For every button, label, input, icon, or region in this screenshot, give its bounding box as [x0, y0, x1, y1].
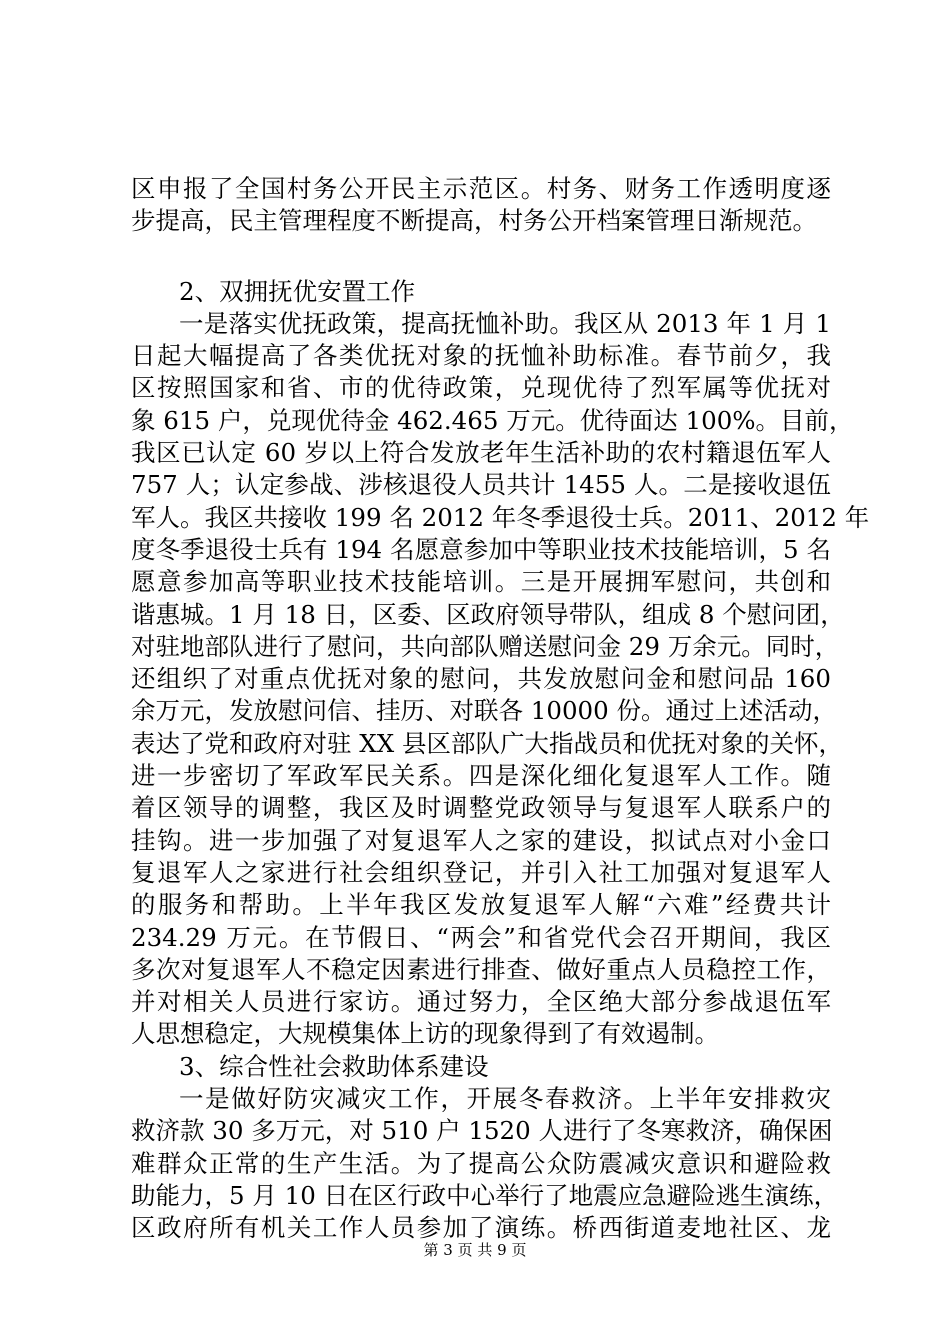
- text-line: 度冬季退役士兵有 194 名愿意参加中等职业技术技能培训，5 名: [131, 534, 831, 564]
- text-line: 多次对复退军人不稳定因素进行排查、做好重点人员稳控工作，: [131, 954, 831, 984]
- text-line: 愿意参加高等职业技术技能培训。三是开展拥军慰问，共创和: [131, 567, 831, 597]
- text-line: 步提高，民主管理程度不断提高，村务公开档案管理日渐规范。: [131, 206, 817, 236]
- text-line: 我区已认定 60 岁以上符合发放老年生活补助的农村籍退伍军人: [131, 438, 831, 468]
- text-line: 区按照国家和省、市的优待政策，兑现优待了烈军属等优抚对: [131, 373, 831, 403]
- section-heading: 3、综合性社会救助体系建设: [179, 1051, 489, 1081]
- text-line: 一是做好防灾减灾工作，开展冬春救济。上半年安排救灾: [179, 1084, 831, 1114]
- page-footer: 第 3 页 共 9 页: [423, 1241, 527, 1259]
- text-line: 余万元，发放慰问信、挂历、对联各 10000 份。通过上述活动，: [131, 696, 838, 726]
- text-line: 助能力，5 月 10 日在区行政中心举行了地震应急避险逃生演练，: [131, 1180, 839, 1210]
- text-line: 进一步密切了军政军民关系。四是深化细化复退军人工作。随: [131, 761, 831, 791]
- text-line: 复退军人之家进行社会组织登记，并引入社工加强对复退军人: [131, 857, 831, 887]
- text-line: 日起大幅提高了各类优抚对象的抚恤补助标准。春节前夕，我: [131, 341, 831, 371]
- body-text: [131, 173, 870, 1245]
- text-line: 还组织了对重点优抚对象的慰问，共发放慰问金和慰问品 160: [131, 664, 831, 694]
- text-line: 并对相关人员进行家访。通过努力，全区绝大部分参战退伍军: [131, 987, 831, 1017]
- text-line: 区政府所有机关工作人员参加了演练。桥西街道麦地社区、龙: [131, 1213, 831, 1243]
- text-line: 表达了党和政府对驻 XX 县区部队广大指战员和优抚对象的关怀，: [131, 728, 843, 758]
- text-line: 挂钩。进一步加强了对复退军人之家的建设，拟试点对小金口: [131, 825, 831, 855]
- text-line: 的服务和帮助。上半年我区发放复退军人解“六难”经费共计: [131, 890, 831, 920]
- text-line: 军人。我区共接收 199 名 2012 年冬季退役士兵。2011、2012 年: [131, 502, 870, 532]
- text-line: 一是落实优抚政策，提高抚恤补助。我区从 2013 年 1 月 1: [179, 308, 831, 338]
- text-line: 区申报了全国村务公开民主示范区。村务、财务工作透明度逐: [131, 174, 831, 203]
- text-line: 谐惠城。1 月 18 日，区委、区政府领导带队，组成 8 个慰问团，: [131, 599, 845, 629]
- text-line: 救济款 30 多万元，对 510 户 1520 人进行了冬寒救济，确保困: [131, 1116, 833, 1146]
- text-line: 对驻地部队进行了慰问，共向部队赠送慰问金 29 万余元。同时，: [131, 631, 840, 661]
- text-line: 人思想稳定，大规模集体上访的现象得到了有效遏制。: [131, 1019, 719, 1049]
- paragraph-gap: [131, 238, 831, 276]
- text-line: 象 615 户，兑现优待金 462.465 万元。优待面达 100%。目前，: [131, 405, 854, 435]
- text-line: 234.29 万元。在节假日、“两会”和省党代会召开期间，我区: [131, 922, 831, 952]
- text-line: 难群众正常的生产生活。为了提高公众防震减灾意识和避险救: [131, 1148, 831, 1178]
- text-line: 757 人；认定参战、涉核退役人员共计 1455 人。二是接收退伍: [131, 470, 831, 500]
- text-line: 着区领导的调整，我区及时调整党政领导与复退军人联系户的: [131, 793, 831, 823]
- section-heading: 2、双拥抚优安置工作: [179, 276, 416, 306]
